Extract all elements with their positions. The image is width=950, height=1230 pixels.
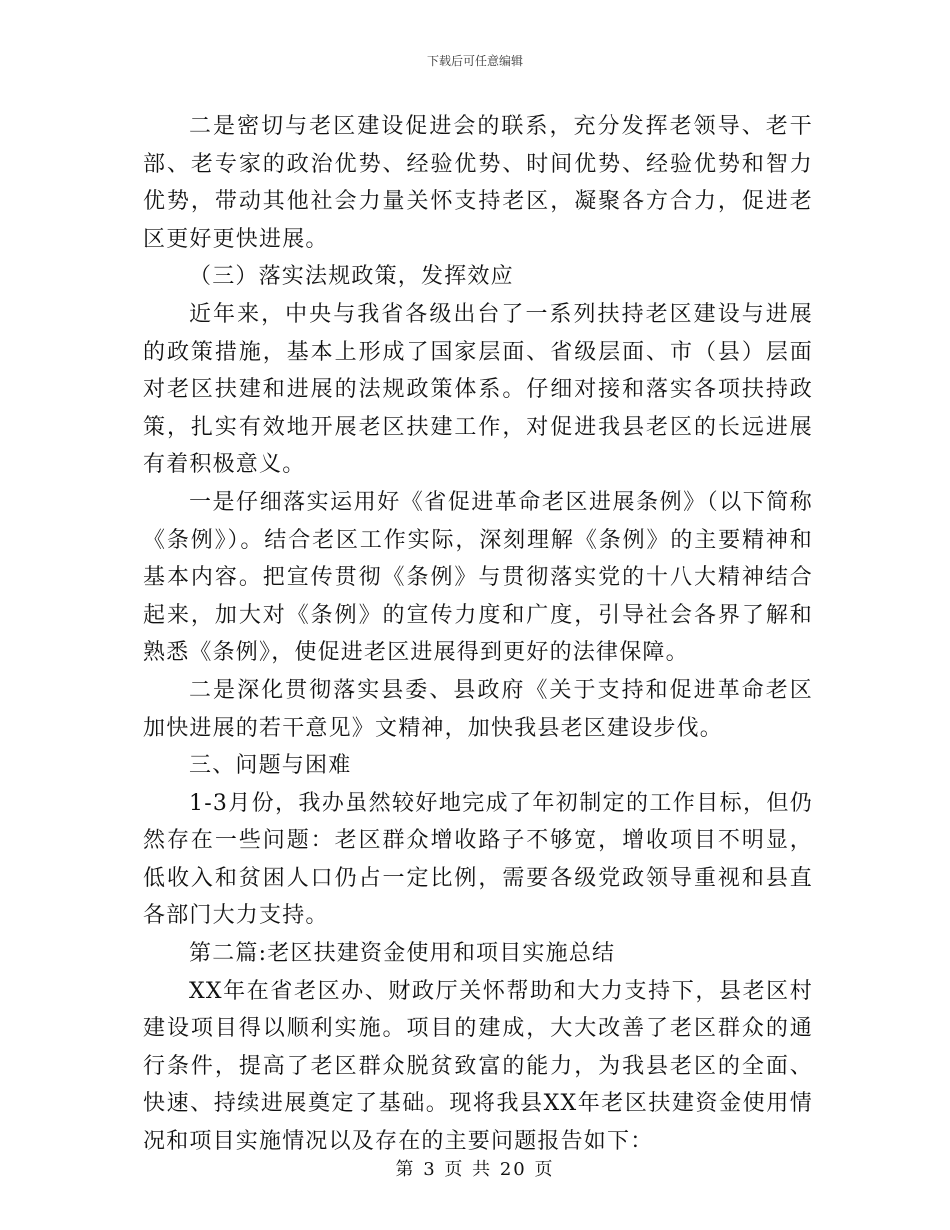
paragraph: XX年在省老区办、财政厅关怀帮助和大力支持下，县老区村建设项目得以顺利实施。项目的建成，大大改善了老区群众的通行条件，提高了老区群众脱贫致富的能力，为我县老区的全面、快速、持续进展奠定了基础。现将我县XX年老区扶建资金使用情况和项目实施情况以及存在的主要问题报告如下：	[143, 978, 813, 1155]
section-heading: 三、问题与困难	[189, 753, 352, 779]
page-header: 下载后可任意编辑	[426, 54, 523, 68]
section-heading: （三）落实法规政策，发挥效应	[189, 264, 514, 290]
paragraph: 1-3月份，我办虽然较好地完成了年初制定的工作目标，但仍然存在一些问题：老区群众增收路子不够宽，增收项目不明显，低收入和贫困人口仍占一定比例，需要各级党政领导重视和县直各部门大力支持。	[143, 790, 813, 929]
paragraph: 二是深化贯彻落实县委、县政府《关于支持和促进革命老区加快进展的若干意见》文精神，加快我县老区建设步伐。	[143, 677, 813, 741]
paragraph: 近年来，中央与我省各级出台了一系列扶持老区建设与进展的政策措施，基本上形成了国家层面、省级层面、市（县）层面对老区扶建和进展的法规政策体系。仔细对接和落实各项扶持政策，扎实有效地开展老区扶建工作，对促进我县老区的长远进展有着积极意义。	[143, 301, 813, 478]
paragraph: 二是密切与老区建设促进会的联系，充分发挥老领导、老干部、老专家的政治优势、经验优势、时间优势、经验优势和智力优势，带动其他社会力量关怀支持老区，凝聚各方合力，促进老区更好更快进展。	[143, 114, 813, 252]
page-number: 第 3 页 共 20 页	[395, 1159, 555, 1180]
chapter-heading: 第二篇:老区扶建资金使用和项目实施总结	[189, 941, 616, 967]
document-body	[143, 108, 813, 1161]
paragraph: 一是仔细落实运用好《省促进革命老区进展条例》（以下简称《条例》）。结合老区工作实际，深刻理解《条例》的主要精神和基本内容。把宣传贯彻《条例》与贯彻落实党的十八大精神结合起来，加大对《条例》的宣传力度和广度，引导社会各界了解和熟悉《条例》，使促进老区进展得到更好的法律保障。	[143, 489, 813, 666]
